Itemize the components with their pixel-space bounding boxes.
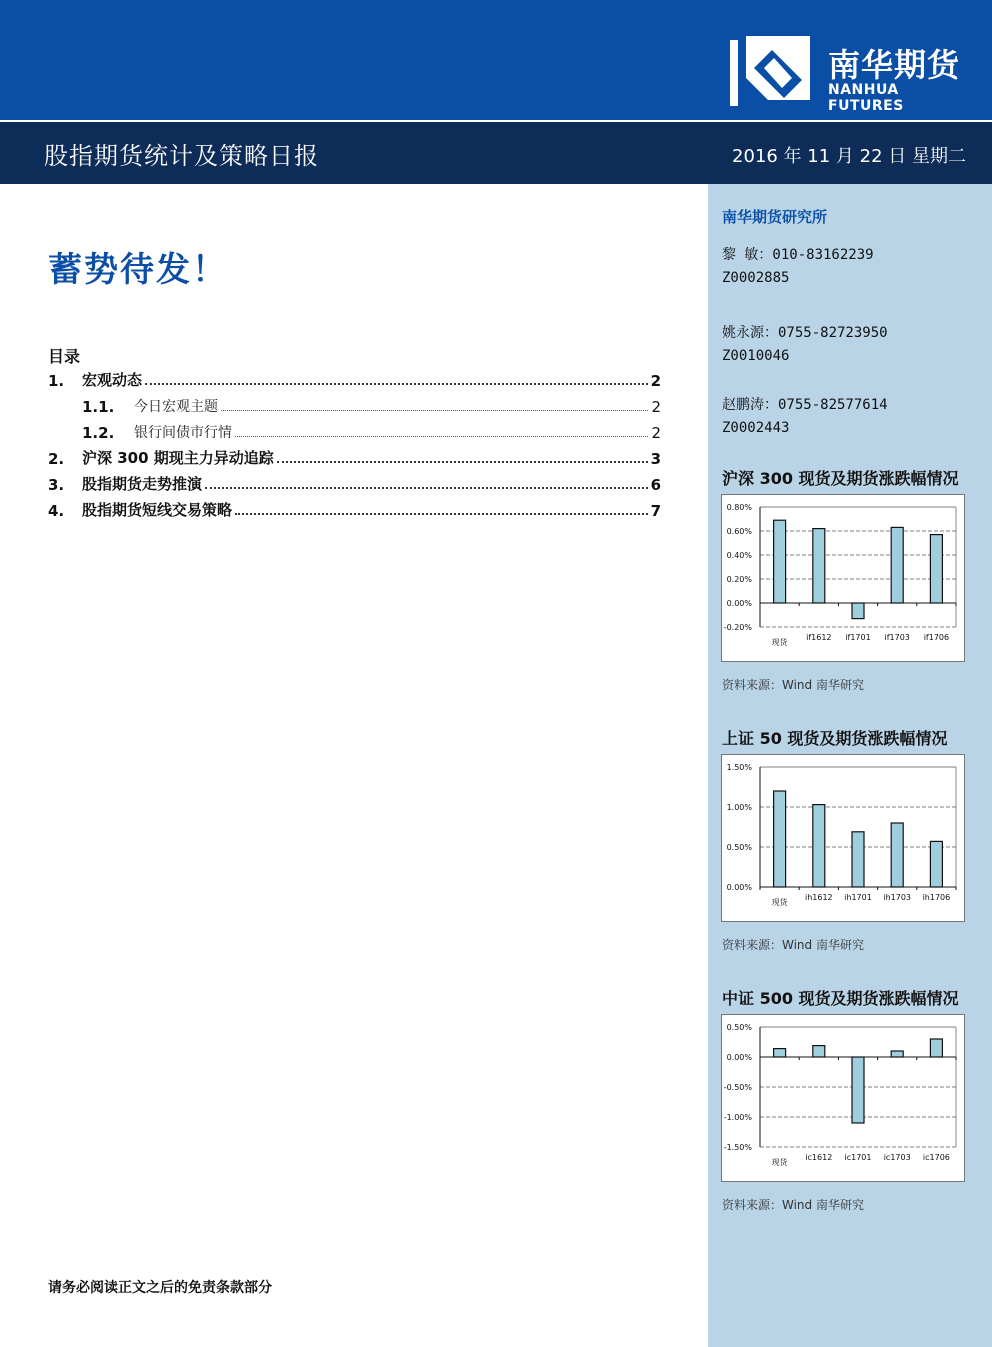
bar <box>774 1049 786 1057</box>
toc-number: 4. <box>48 502 65 520</box>
x-tick-label: ih1701 <box>844 893 872 902</box>
hs300-bar-chart <box>722 495 964 661</box>
analyst-license: Z0010046 <box>722 348 790 364</box>
toc-label: 宏观动态 <box>82 371 143 389</box>
x-tick-label: 现货 <box>771 1158 788 1167</box>
x-tick-label: ic1706 <box>922 1153 950 1162</box>
y-tick-label: 0.00% <box>726 883 752 892</box>
y-tick-label: 0.50% <box>726 1023 752 1032</box>
chart-panel <box>721 494 965 662</box>
bar <box>891 1051 903 1057</box>
x-tick-label: 现货 <box>771 638 788 647</box>
zz500-bar-chart <box>722 1015 964 1181</box>
chart-panel <box>721 754 965 922</box>
analyst-license: Z0002885 <box>722 270 790 286</box>
x-tick-label: if1701 <box>845 633 871 642</box>
bar <box>930 1039 942 1057</box>
toc-entry[interactable] <box>48 420 661 442</box>
toc-page-number: 7 <box>650 502 661 520</box>
toc-number: 2. <box>48 450 65 468</box>
toc-page-number: 2 <box>651 398 661 416</box>
toc-leader-dots <box>235 436 648 437</box>
y-tick-label: 1.50% <box>726 763 752 772</box>
toc-number: 3. <box>48 476 65 494</box>
y-tick-label: 0.00% <box>726 599 752 608</box>
toc-leader-dots <box>145 383 648 385</box>
bar <box>930 841 942 887</box>
x-tick-label: if1612 <box>806 633 832 642</box>
bar <box>774 520 786 603</box>
x-tick-label: ih1612 <box>804 893 833 902</box>
headline: 蓄势待发！ <box>48 250 228 290</box>
toc-entry[interactable] <box>48 368 661 390</box>
toc-page-number: 6 <box>650 476 661 494</box>
toc-page-number: 2 <box>651 424 661 442</box>
bar <box>813 805 825 887</box>
toc-page-number: 3 <box>650 450 661 468</box>
toc-label: 股指期货走势推演 <box>82 475 203 493</box>
toc-entry[interactable] <box>48 446 661 468</box>
title-bar <box>0 122 992 184</box>
toc-leader-dots <box>277 461 648 463</box>
bar <box>891 527 903 603</box>
sz50-bar-chart <box>722 755 964 921</box>
bar <box>852 832 864 887</box>
toc-title: 目录 <box>48 347 81 366</box>
chart-title: 中证 500 现货及期货涨跌幅情况 <box>722 989 959 1008</box>
institute-name: 南华期货研究所 <box>722 208 828 226</box>
x-tick-label: ic1701 <box>844 1153 872 1162</box>
bar <box>813 1046 825 1057</box>
analyst-contact: 赵鹏涛：0755-82577614 <box>722 397 888 413</box>
toc-leader-dots <box>205 487 648 489</box>
logo-text-cn: 南华期货 <box>828 46 961 84</box>
chart-title: 沪深 300 现货及期货涨跌幅情况 <box>722 469 959 488</box>
x-tick-label: if1706 <box>923 633 950 642</box>
toc-number: 1.2. <box>82 424 115 442</box>
y-tick-label: -1.50% <box>723 1143 752 1152</box>
logo-text-en: NANHUA FUTURES <box>828 82 904 114</box>
y-tick-label: 0.60% <box>726 527 752 536</box>
bar <box>930 535 942 603</box>
toc-leader-dots <box>221 410 648 411</box>
x-tick-label: if1703 <box>884 633 910 642</box>
toc-entry[interactable] <box>48 472 661 494</box>
y-tick-label: -0.50% <box>723 1083 752 1092</box>
y-tick-label: 0.50% <box>726 843 752 852</box>
toc-page-number: 2 <box>650 372 661 390</box>
bar <box>852 1057 864 1123</box>
nanhua-logo-icon <box>728 34 812 108</box>
toc-label: 银行间债市行情 <box>134 425 232 441</box>
y-tick-label: -1.00% <box>723 1113 752 1122</box>
bar <box>852 603 864 619</box>
toc-label: 今日宏观主题 <box>134 399 218 415</box>
report-date: 2016 年 11 月 22 日 星期二 <box>732 146 966 167</box>
analyst-contact: 黎 敏：010-83162239 <box>722 247 874 263</box>
y-tick-label: 0.40% <box>726 551 752 560</box>
report-title: 股指期货统计及策略日报 <box>44 142 319 170</box>
analyst-contact: 姚永源：0755-82723950 <box>722 325 888 341</box>
bar <box>813 529 825 603</box>
company-logo <box>728 34 978 114</box>
x-tick-label: ic1703 <box>883 1153 911 1162</box>
disclaimer: 请务必阅读正文之后的免责条款部分 <box>48 1280 272 1296</box>
sidebar <box>708 184 992 1347</box>
x-tick-label: 现货 <box>771 898 788 907</box>
toc-entry[interactable] <box>48 498 661 520</box>
chart-source: 资料来源：Wind 南华研究 <box>722 1198 864 1212</box>
chart-title: 上证 50 现货及期货涨跌幅情况 <box>722 729 948 748</box>
toc-number: 1. <box>48 372 65 390</box>
toc-label: 沪深 300 期现主力异动追踪 <box>82 449 274 467</box>
toc-number: 1.1. <box>82 398 115 416</box>
x-tick-label: ih1703 <box>883 893 912 902</box>
toc-label: 股指期货短线交易策略 <box>82 501 233 519</box>
bar <box>774 791 786 887</box>
y-tick-label: 0.00% <box>726 1053 752 1062</box>
analyst-license: Z0002443 <box>722 420 790 436</box>
chart-source: 资料来源：Wind 南华研究 <box>722 938 864 952</box>
x-tick-label: ic1612 <box>805 1153 833 1162</box>
y-tick-label: -0.20% <box>723 623 752 632</box>
y-tick-label: 0.20% <box>726 575 752 584</box>
y-tick-label: 1.00% <box>726 803 752 812</box>
toc-entry[interactable] <box>48 394 661 416</box>
bar <box>891 823 903 887</box>
toc-leader-dots <box>235 513 648 515</box>
chart-source: 资料来源：Wind 南华研究 <box>722 678 864 692</box>
chart-panel <box>721 1014 965 1182</box>
x-tick-label: ih1706 <box>922 893 951 902</box>
y-tick-label: 0.80% <box>726 503 752 512</box>
